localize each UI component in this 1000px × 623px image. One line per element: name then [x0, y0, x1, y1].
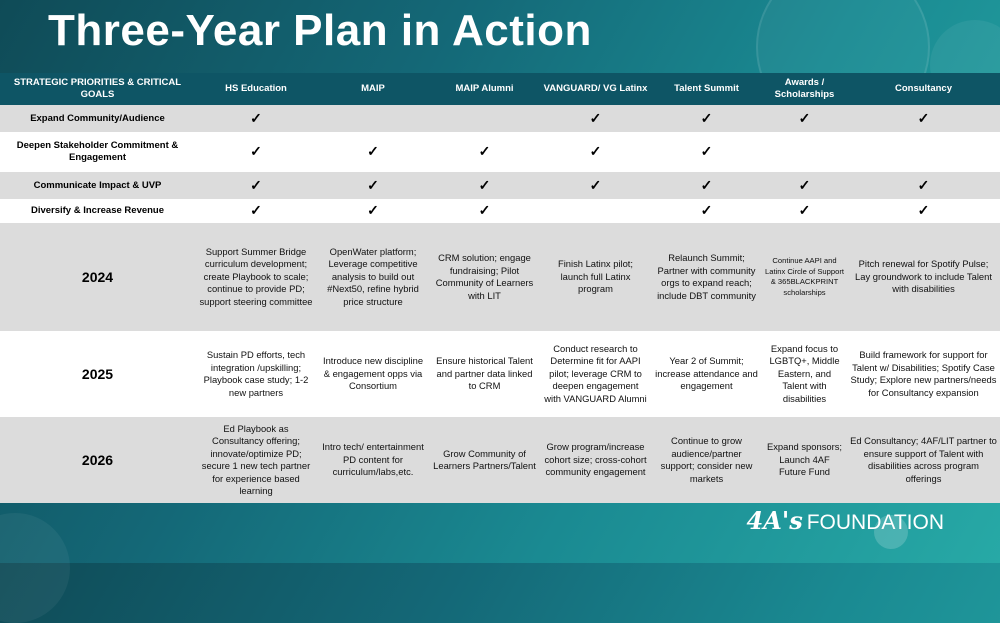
header-vanguard: VANGUARD/ VG Latinx	[543, 83, 648, 94]
header-strategic-priorities: STRATEGIC PRIORITIES & CRITICAL GOALS	[13, 77, 182, 100]
priority-row	[0, 172, 1000, 199]
header-talent-summit: Talent Summit	[674, 83, 739, 94]
year-row	[0, 223, 1000, 331]
checkmark-icon: ✓	[478, 176, 491, 193]
priority-cell	[762, 105, 847, 132]
year-cell: OpenWater platform; Leverage competitive analysis to build out #Next50, refine hybrid price structure	[327, 245, 419, 307]
priority-cell	[429, 132, 540, 172]
priority-cell	[847, 199, 1000, 223]
priority-row	[0, 199, 1000, 223]
priority-cell	[317, 132, 429, 172]
priority-cell	[317, 105, 429, 132]
priority-cell	[540, 132, 651, 172]
year-cell: Intro tech/ entertainment PD content for curriculum/labs,etc.	[322, 441, 424, 478]
plan-table	[0, 73, 1000, 503]
checkmark-icon: ✓	[478, 143, 491, 159]
priority-label: Expand Community/Audience	[30, 112, 165, 124]
checkmark-icon: ✓	[798, 176, 811, 193]
checkmark-icon: ✓	[250, 202, 262, 218]
header-row	[0, 73, 1000, 105]
checkmark-icon: ✓	[589, 176, 602, 193]
logo-mark: 4A's	[746, 506, 803, 535]
priority-cell	[195, 199, 317, 223]
year-cell: Ed Consultancy; 4AF/LIT partner to ensure support of Talent with disabilities across program offerings	[850, 435, 997, 484]
checkmark-icon: ✓	[367, 143, 379, 159]
year-cell: Support Summer Bridge curriculum development; create Playbook to scale; continue to provide PD; support steering committee	[199, 245, 313, 307]
year-cell: CRM solution; engage fundraising; Pilot Community of Learners with LIT	[435, 252, 534, 301]
checkmark-icon: ✓	[700, 143, 713, 159]
checkmark-icon: ✓	[589, 109, 602, 126]
checkmark-icon: ✓	[250, 176, 262, 193]
header-maip-alumni: MAIP Alumni	[455, 83, 514, 94]
priority-row	[0, 105, 1000, 132]
priority-label: Deepen Stakeholder Commitment & Engagement	[16, 140, 179, 163]
year-cell: Ensure historical Talent and partner data linked to CRM	[436, 355, 533, 392]
year-cell: Build framework for support for Talent w/ Disabilities; Spotify Case Study; Explore new partners/needs for Consultancy expansion	[850, 349, 997, 398]
year-cell: Year 2 of Summit; increase attendance and engagement	[655, 355, 758, 392]
priority-cell	[651, 172, 762, 199]
year-cell: Sustain PD efforts, tech integration /upskilling; Playbook case study; 1-2 new partners	[203, 349, 309, 398]
year-cell: Expand focus to LGBTQ+, Middle Eastern, and Talent with disabilities	[769, 342, 840, 404]
header-consultancy: Consultancy	[894, 83, 952, 94]
priority-cell	[651, 199, 762, 223]
foundation-logo	[747, 506, 944, 535]
checkmark-icon: ✓	[917, 109, 930, 126]
checkmark-icon: ✓	[917, 176, 930, 193]
checkmark-icon: ✓	[367, 176, 379, 193]
logo-text: FOUNDATION	[806, 511, 944, 534]
checkmark-icon: ✓	[798, 109, 811, 126]
priority-cell	[651, 105, 762, 132]
year-label: 2024	[81, 269, 114, 285]
year-cell: Finish Latinx pilot; launch full Latinx program	[557, 258, 634, 295]
checkmark-icon: ✓	[917, 202, 930, 218]
year-cell: Continue AAPI and Latinx Circle of Support & 365BLACKPRINT scholarships	[765, 256, 844, 297]
priority-cell	[762, 132, 847, 172]
checkmark-icon: ✓	[589, 143, 602, 159]
priority-label: Communicate Impact & UVP	[33, 179, 162, 191]
priority-cell	[195, 105, 317, 132]
priority-cell	[847, 105, 1000, 132]
year-cell: Introduce new discipline & engagement opps via Consortium	[322, 355, 424, 392]
priority-cell	[847, 172, 1000, 199]
slide-title: Three-Year Plan in Action	[48, 6, 592, 55]
header-awards-scholarships: Awards / Scholarships	[774, 77, 835, 100]
priority-cell	[762, 172, 847, 199]
year-cell: Ed Playbook as Consultancy offering; innovate/optimize PD; secure 1 new tech partner for experience based learning	[201, 422, 311, 496]
priority-cell	[429, 105, 540, 132]
year-cell: Conduct research to Determine fit for AAPI pilot; leverage CRM to deepen engagement with VANGUARD Alumni	[544, 342, 647, 404]
checkmark-icon: ✓	[700, 202, 713, 218]
year-cell: Pitch renewal for Spotify Pulse; Lay groundwork to include Talent with disabilities	[855, 258, 992, 295]
year-cell: Grow program/increase cohort size; cross-cohort community engagement	[544, 441, 647, 478]
priority-label: Diversify & Increase Revenue	[30, 205, 165, 216]
priority-cell	[540, 105, 651, 132]
year-label: 2025	[81, 366, 114, 382]
header-hs-education: HS Education	[225, 83, 287, 94]
checkmark-icon: ✓	[250, 109, 262, 126]
priority-cell	[429, 172, 540, 199]
year-cell: Expand sponsors; Launch 4AF Future Fund	[766, 441, 843, 478]
priority-cell	[195, 132, 317, 172]
priority-cell	[540, 199, 651, 223]
checkmark-icon: ✓	[250, 143, 262, 159]
decorative-circle	[0, 513, 70, 623]
checkmark-icon: ✓	[700, 176, 713, 193]
header-maip: MAIP	[361, 83, 385, 94]
year-label: 2026	[81, 452, 114, 468]
checkmark-icon: ✓	[367, 202, 379, 218]
year-cell: Continue to grow audience/partner support; consider new markets	[660, 435, 753, 484]
priority-cell	[651, 132, 762, 172]
year-row	[0, 417, 1000, 503]
priority-cell	[540, 172, 651, 199]
priority-row	[0, 132, 1000, 172]
priority-cell	[317, 199, 429, 223]
checkmark-icon: ✓	[700, 109, 713, 126]
checkmark-icon: ✓	[478, 202, 491, 218]
year-row	[0, 331, 1000, 417]
year-cell: Grow Community of Learners Partners/Talent	[433, 447, 536, 471]
priority-cell	[317, 172, 429, 199]
year-cell: Relaunch Summit; Partner with community orgs to expand reach; include DBT community	[657, 252, 756, 301]
priority-cell	[429, 199, 540, 223]
priority-cell	[762, 199, 847, 223]
checkmark-icon: ✓	[798, 202, 811, 218]
priority-cell	[195, 172, 317, 199]
priority-cell	[847, 132, 1000, 172]
